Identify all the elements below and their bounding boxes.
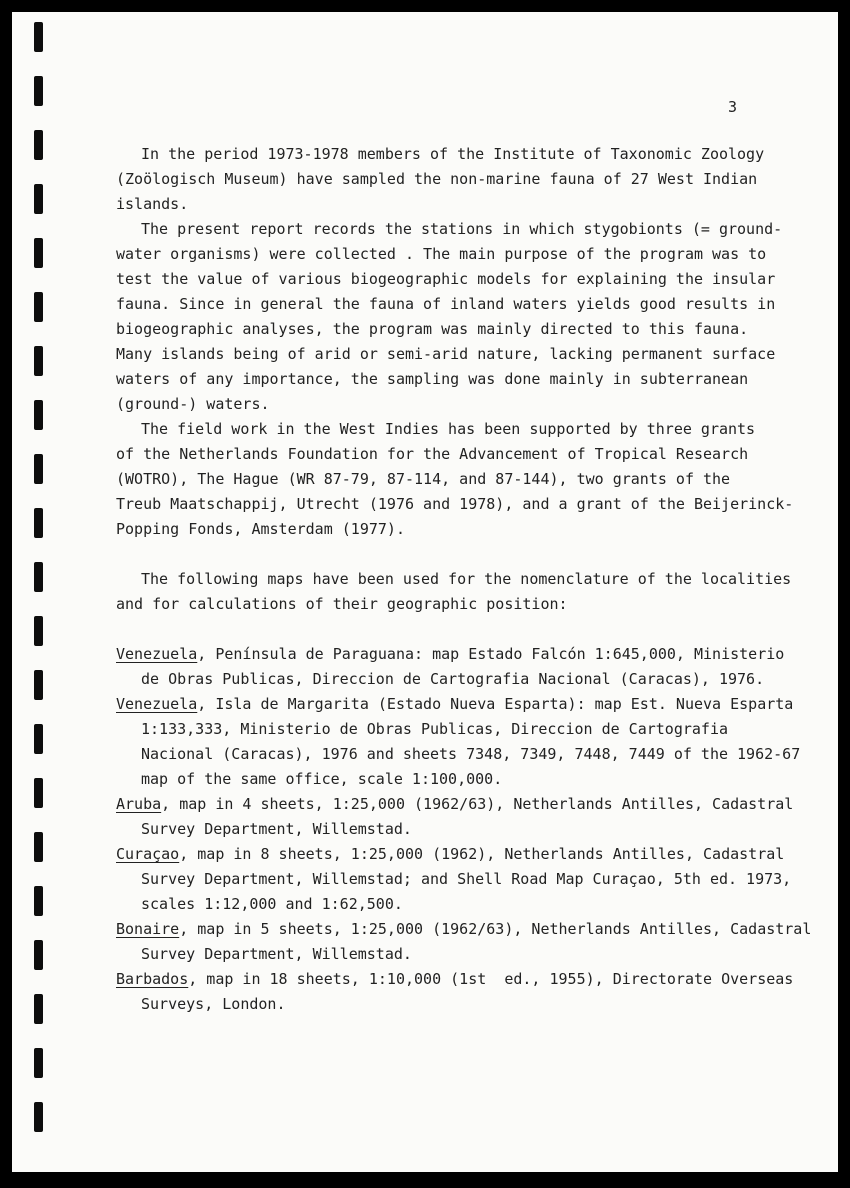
paragraph-report [116, 217, 783, 417]
text-line: of the Netherlands Foundation for the Advancement of Tropical Research [116, 445, 749, 463]
binding-hole [34, 994, 43, 1024]
text-line: test the value of various biogeographic models for explaining the insular [116, 270, 776, 288]
text-line: fauna. Since in general the fauna of inland waters yields good results in [116, 295, 776, 313]
map-entry [116, 792, 794, 842]
text-line: The field work in the West Indies has been supported by three grants [141, 420, 756, 438]
map-description-cont: Nacional (Caracas), 1976 and sheets 7348, 7349, 7448, 7449 of the 1962-67 [141, 745, 801, 763]
map-place: Venezuela [116, 645, 198, 663]
map-description-cont: 1:133,333, Ministerio de Obras Publicas, Direccion de Cartografia [141, 720, 728, 738]
map-place: Aruba [116, 795, 162, 813]
map-entry [116, 692, 801, 792]
binding-hole [34, 400, 43, 430]
map-description: , map in 5 sheets, 1:25,000 (1962/63), Netherlands Antilles, Cadastral [179, 920, 812, 938]
map-description-cont: Survey Department, Willemstad; and Shell Road Map Curaçao, 5th ed. 1973, [141, 870, 792, 888]
map-description-cont: Survey Department, Willemstad. [141, 945, 412, 963]
map-description: , Península de Paraguana: map Estado Falcón 1:645,000, Ministerio [197, 645, 785, 663]
map-entry [116, 917, 812, 967]
text-line: Many islands being of arid or semi-arid nature, lacking permanent surface [116, 345, 776, 363]
map-description-cont: scales 1:12,000 and 1:62,500. [141, 895, 403, 913]
paragraph-intro [116, 142, 766, 217]
text-line: biogeographic analyses, the program was mainly directed to this fauna. [116, 320, 749, 338]
binding-hole [34, 724, 43, 754]
blank-line [116, 617, 766, 642]
binding-hole [34, 886, 43, 916]
text-line: The present report records the stations in which stygobionts (= ground- [141, 220, 783, 238]
binding-hole [34, 346, 43, 376]
text-line: The following maps have been used for the nomenclature of the localities [141, 570, 792, 588]
binding-hole [34, 1102, 43, 1132]
map-entry [116, 642, 785, 692]
page-number: 3 [728, 98, 738, 116]
text-line: waters of any importance, the sampling was done mainly in subterranean [116, 370, 749, 388]
map-list [116, 642, 812, 1017]
text-line: islands. [116, 195, 189, 213]
map-place: Bonaire [116, 920, 180, 938]
binding-hole [34, 76, 43, 106]
binding-hole [34, 832, 43, 862]
map-description: , Isla de Margarita (Estado Nueva Esparta): map Est. Nueva Esparta [197, 695, 794, 713]
text-line: and for calculations of their geographic position: [116, 595, 568, 613]
binding-hole [34, 616, 43, 646]
map-description-cont: Surveys, London. [141, 995, 286, 1013]
map-place: Venezuela [116, 695, 198, 713]
map-description-cont: map of the same office, scale 1:100,000. [141, 770, 503, 788]
text-line: In the period 1973-1978 members of the Institute of Taxonomic Zoology [141, 145, 765, 163]
text-line: Popping Fonds, Amsterdam (1977). [116, 520, 405, 538]
map-description: , map in 18 sheets, 1:10,000 (1st ed., 1955), Directorate Overseas [188, 970, 794, 988]
binding-hole [34, 238, 43, 268]
map-entry [116, 842, 792, 917]
binding-hole [34, 1048, 43, 1078]
binding-hole [34, 292, 43, 322]
map-entry [116, 967, 794, 1017]
binding-hole [34, 22, 43, 52]
map-place: Curaçao [116, 845, 180, 863]
binding-hole [34, 184, 43, 214]
binding-hole [34, 778, 43, 808]
map-place: Barbados [116, 970, 189, 988]
paragraph-maps-intro [116, 567, 792, 617]
binding-hole [34, 940, 43, 970]
binding-hole [34, 670, 43, 700]
binding-hole [34, 454, 43, 484]
binding-hole [34, 130, 43, 160]
text-line: (Zoölogisch Museum) have sampled the non-marine fauna of 27 West Indian [116, 170, 758, 188]
paragraph-funding [116, 417, 794, 542]
map-description: , map in 8 sheets, 1:25,000 (1962), Netherlands Antilles, Cadastral [179, 845, 785, 863]
text-line: (ground-) waters. [116, 395, 270, 413]
document-body [116, 142, 812, 1017]
binding-hole [34, 562, 43, 592]
map-description-cont: de Obras Publicas, Direccion de Cartografia Nacional (Caracas), 1976. [141, 670, 765, 688]
map-description-cont: Survey Department, Willemstad. [141, 820, 412, 838]
text-line: water organisms) were collected . The main purpose of the program was to [116, 245, 767, 263]
blank-line [116, 542, 766, 567]
text-line: (WOTRO), The Hague (WR 87-79, 87-114, and 87-144), two grants of the [116, 470, 731, 488]
map-description: , map in 4 sheets, 1:25,000 (1962/63), Netherlands Antilles, Cadastral [161, 795, 794, 813]
text-line: Treub Maatschappij, Utrecht (1976 and 1978), and a grant of the Beijerinck- [116, 495, 794, 513]
binding-hole [34, 508, 43, 538]
